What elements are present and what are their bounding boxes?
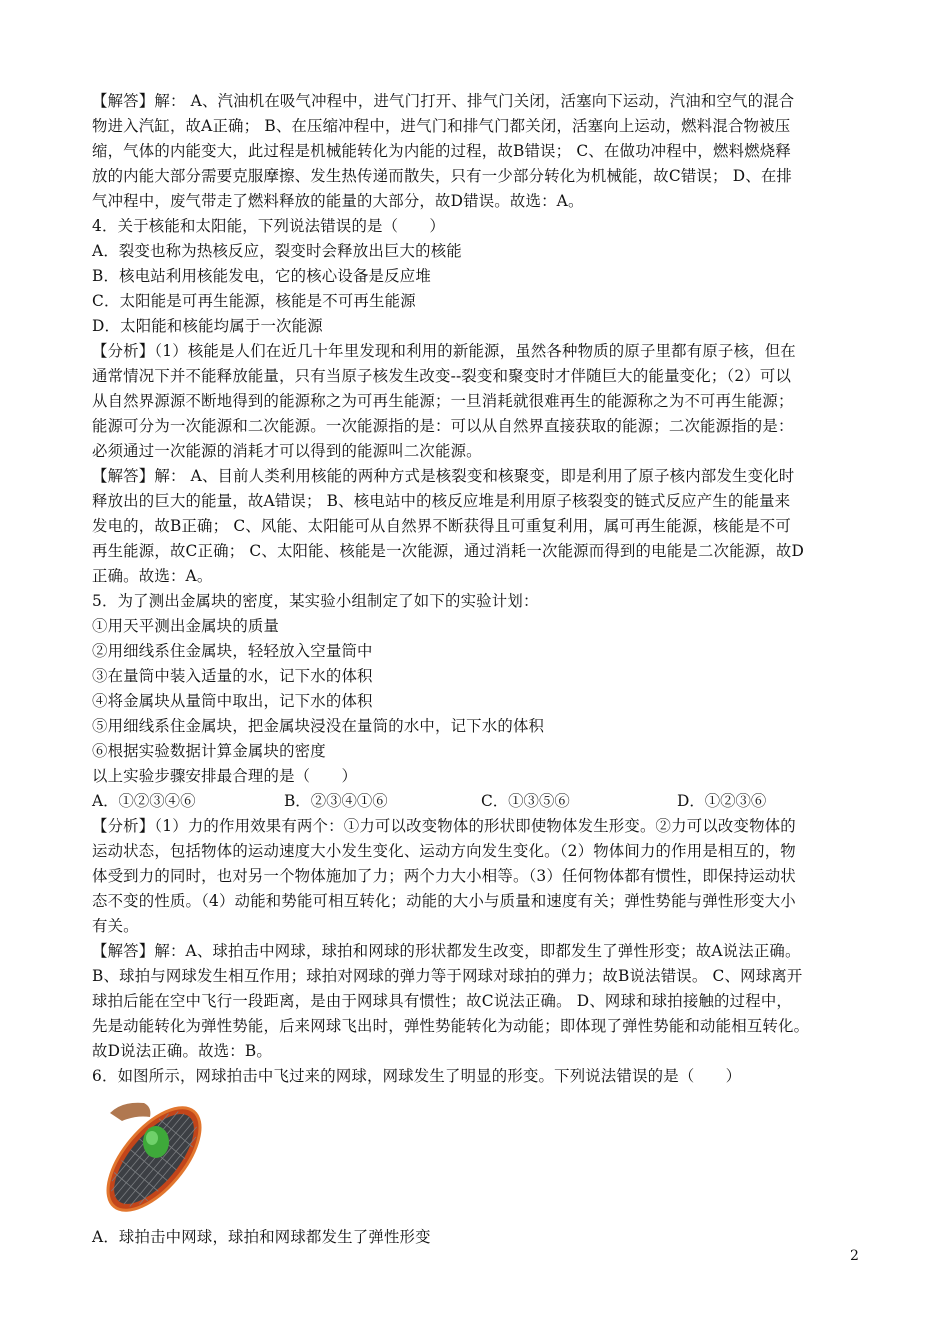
answer-6 (92, 939, 866, 1064)
text-line: ⑥根据实验数据计算金属块的密度 (92, 742, 326, 760)
text-line: 再生能源，故C正确； C、太阳能、核能是一次能源，通过消耗一次能源而得到的电能是二次能源，故D (92, 542, 804, 560)
q5-option-d: D．①②③⑥ (677, 792, 767, 810)
analysis-6 (92, 814, 866, 939)
text-line: ①用天平测出金属块的质量 (92, 617, 280, 635)
text-line: 6．如图所示，网球拍击中飞过来的网球，网球发生了明显的形变。下列说法错误的是（ ） (92, 1067, 742, 1085)
text-line: 【解答】解： A、目前人类利用核能的两种方式是核裂变和核聚变，即是利用了原子核内部发生变化时 (92, 467, 795, 485)
text-line: 【解答】解： A、汽油机在吸气冲程中，进气门打开、排气门关闭，活塞向下运动，汽油和空气的混合 (92, 92, 795, 110)
text-line: 缩，气体的内能变大，此过程是机械能转化为内能的过程，故B错误； C、在做功冲程中，燃料燃烧释 (92, 142, 791, 160)
q5-option-a: A．①②③④⑥ (92, 792, 196, 810)
text-line: 态不变的性质。（4）动能和势能可相互转化；动能的大小与质量和速度有关；弹性势能与弹性形变大小 (92, 892, 796, 910)
text-line: B．核电站利用核能发电，它的核心设备是反应堆 (92, 267, 431, 285)
text-line: 必须通过一次能源的消耗才可以得到的能源叫二次能源。 (92, 442, 482, 460)
text-line: ②用细线系住金属块，轻轻放入空量筒中 (92, 642, 373, 660)
text-line: 【分析】（1）力的作用效果有两个：①力可以改变物体的形状即使物体发生形变。②力可以改变物体的 (92, 817, 796, 835)
text-line: 气冲程中，废气带走了燃料释放的能量的大部分，故D错误。故选：A。 (92, 192, 584, 210)
question-6 (92, 1064, 866, 1089)
answer-4 (92, 464, 866, 589)
text-line: 能源可分为一次能源和二次能源。一次能源指的是：可以从自然界直接获取的能源；二次能源指的是： (92, 417, 794, 435)
text-line: 【分析】（1）核能是人们在近几十年里发现和利用的新能源，虽然各种物质的原子里都有原子核，但在 (92, 342, 796, 360)
text-line: 球拍后能在空中飞行一段距离，是由于网球具有惯性；故C说法正确。 D、网球和球拍接触的过程中， (92, 992, 793, 1010)
text-line: 4．关于核能和太阳能，下列说法错误的是（ ） (92, 217, 445, 235)
text-line: 放的内能大部分需要克服摩擦、发生热传递而散失，只有一少部分转化为机械能，故C错误； D、在排 (92, 167, 793, 185)
text-line: 从自然界源源不断地得到的能源称之为可再生能源；一旦消耗就很难再生的能源称之为不可再生能源； (92, 392, 794, 410)
page-content (92, 89, 866, 1250)
hand (110, 1103, 150, 1121)
text-line: ③在量筒中装入适量的水，记下水的体积 (92, 667, 373, 685)
text-line: 正确。故选：A。 (92, 567, 213, 585)
q5-option-b: B．②③④①⑥ (284, 792, 388, 810)
text-line: C．太阳能是可再生能源，核能是不可再生能源 (92, 292, 416, 310)
text-line: 【解答】解：A、球拍击中网球，球拍和网球的形状都发生改变，即都发生了弹性形变；故A说法正确。 (92, 942, 801, 960)
text-line: 有关。 (92, 917, 139, 935)
text-line: 物进入汽缸，故A正确； B、在压缩冲程中，进气门和排气门都关闭，活塞向上运动，燃料混合物被压 (92, 117, 791, 135)
page-number: 2 (850, 1248, 859, 1264)
text-line: 先是动能转化为弹性势能，后来网球飞出时，弹性势能转化为动能；即体现了弹性势能和动能相互转化。 (92, 1017, 810, 1035)
q6-option-a: A．球拍击中网球，球拍和网球都发生了弹性形变 (92, 1228, 431, 1246)
tennis-racket-ball-illustration (92, 1095, 222, 1223)
text-line: ④将金属块从量筒中取出，记下水的体积 (92, 692, 373, 710)
text-line: 释放出的巨大的能量，故A错误； B、核电站中的核反应堆是利用原子核裂变的链式反应产生的能量来 (92, 492, 791, 510)
text-line: 运动状态，包括物体的运动速度大小发生变化、运动方向发生变化。（2）物体间力的作用是相互的，物 (92, 842, 796, 860)
text-line: 发电的，故B正确； C、风能、太阳能可从自然界不断获得且可重复利用，属可再生能源，核能是不可 (92, 517, 791, 535)
question-5 (92, 589, 866, 789)
text-section-1 (92, 89, 866, 789)
text-line: 5．为了测出金属块的密度，某实验小组制定了如下的实验计划： (92, 592, 539, 610)
text-line: A．裂变也称为热核反应，裂变时会释放出巨大的核能 (92, 242, 462, 260)
text-line: 通常情况下并不能释放能量，只有当原子核发生改变--裂变和聚变时才伴随巨大的能量变化；（2）可以 (92, 367, 792, 385)
text-line: ⑤用细线系住金属块，把金属块浸没在量筒的水中，记下水的体积 (92, 717, 545, 735)
answer-3 (92, 89, 866, 214)
tennis-racket-figure (92, 1095, 866, 1223)
analysis-4 (92, 339, 866, 464)
text-section-2 (92, 814, 866, 1089)
text-line: 故D说法正确。故选：B。 (92, 1042, 272, 1060)
text-line: B、球拍与网球发生相互作用；球拍对网球的弹力等于网球对球拍的弹力；故B说法错误。 C、网球离开 (92, 967, 803, 985)
text-line: 以上实验步骤安排最合理的是（ ） (92, 767, 358, 785)
q5-option-c: C．①③⑤⑥ (481, 792, 570, 810)
question-4 (92, 214, 866, 339)
text-line: D．太阳能和核能均属于一次能源 (92, 317, 323, 335)
q5-options (92, 789, 866, 814)
text-line: 体受到力的同时，也对另一个物体施加了力；两个力大小相等。（3）任何物体都有惯性，即保持运动状 (92, 867, 796, 885)
